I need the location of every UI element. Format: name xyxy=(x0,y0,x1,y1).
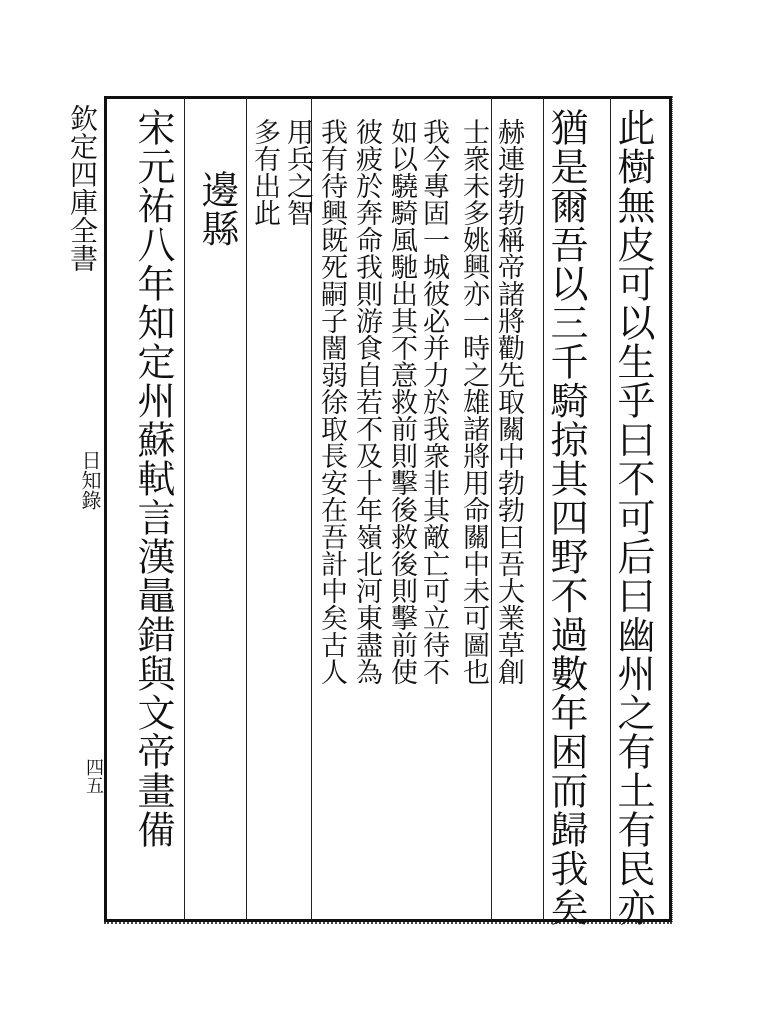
text-column-4: 士衆未多姚興亦一時之雄諸將用命關中未可圖也 xyxy=(458,118,489,685)
column-rule xyxy=(246,98,247,920)
text-column-3: 赫連勃勃稱帝諸將勸先取關中勃勃曰吾大業草創 xyxy=(493,118,524,685)
section-heading: 邊縣 xyxy=(195,170,239,248)
text-column-10: 多有出此 xyxy=(249,118,280,226)
text-column-9: 用兵之智 xyxy=(282,118,313,226)
text-column-6: 如以驍騎風馳出其不意救前則擊後救後則擊前使 xyxy=(386,118,417,685)
page-number: 四五 xyxy=(83,758,104,794)
text-column-5: 我今專固一城彼必并力於我衆非其敵亡可立待不 xyxy=(418,118,449,685)
text-column-12: 宋元祐八年知定州蘇軾言漢鼂錯與文帝畫備 xyxy=(131,108,175,849)
text-column-8: 我有待興既死嗣子闇弱徐取長安在吾計中矣古人 xyxy=(316,118,347,685)
text-column-2: 猶是爾吾以三千騎掠其四野不過數年困而歸我矣 xyxy=(544,108,588,927)
section-note: 日知錄 xyxy=(78,450,102,510)
column-rule xyxy=(491,98,492,920)
text-column-1: 此樹無皮可以生乎曰不可后曰幽州之有土有民亦 xyxy=(611,108,655,927)
text-column-7: 彼疲於奔命我則游食自若不及十年嶺北河東盡為 xyxy=(351,118,382,685)
column-rule xyxy=(184,98,185,920)
right-edge-line xyxy=(672,96,673,922)
book-title: 欽定四庫全書 xyxy=(66,104,99,272)
